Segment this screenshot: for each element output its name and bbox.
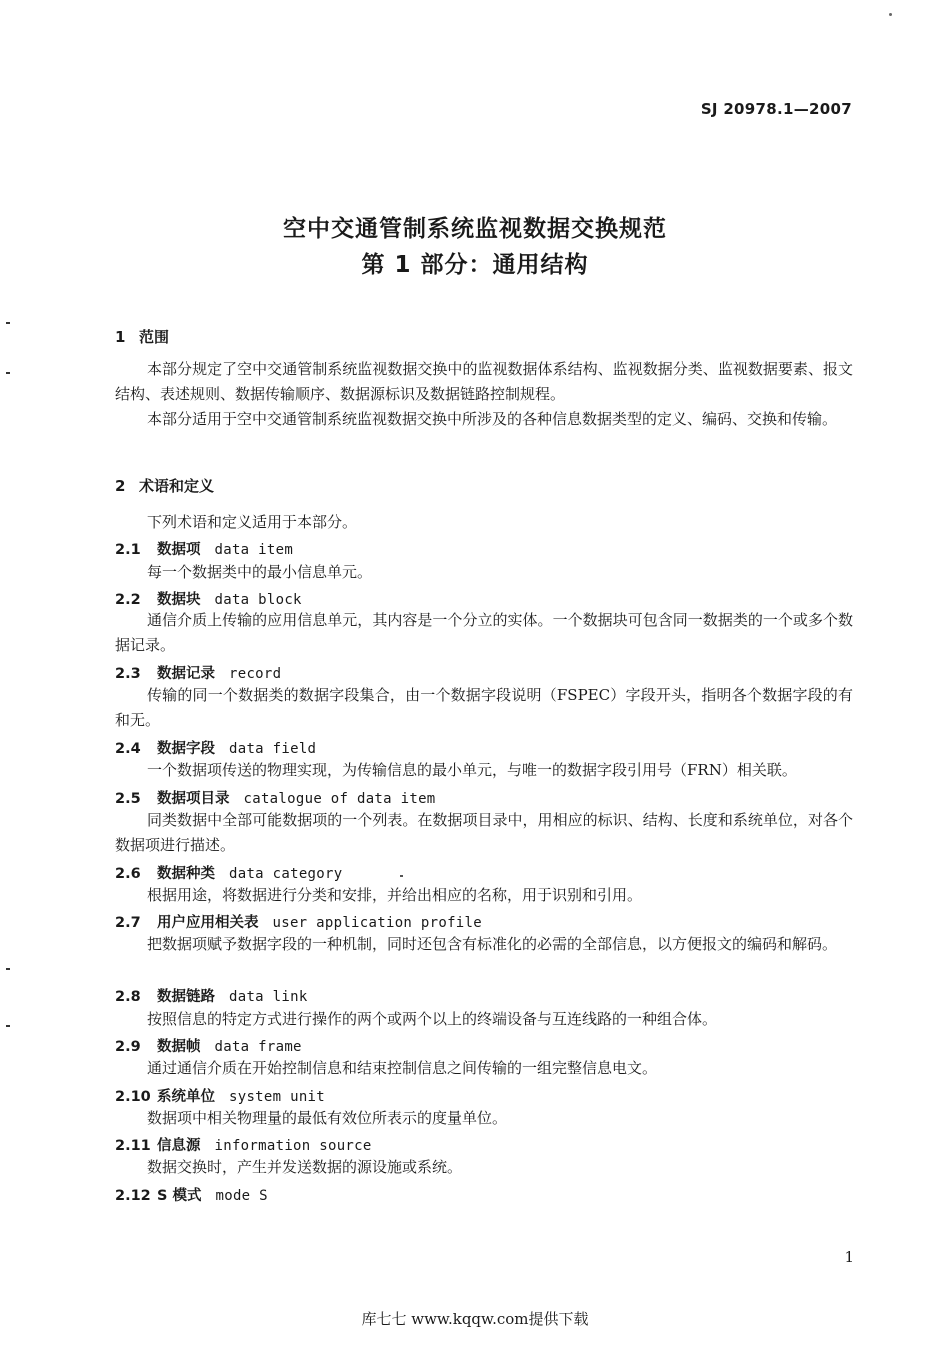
term-definition: 根据用途，将数据进行分类和安排，并给出相应的名称，用于识别和引用。 xyxy=(147,886,643,904)
section-heading-scope xyxy=(115,326,169,347)
section-title: 术语和定义 xyxy=(139,477,215,495)
term-chinese: 用户应用相关表 xyxy=(157,915,259,931)
binding-mark xyxy=(6,322,10,324)
term-heading xyxy=(115,662,281,683)
term-number: 2.4 xyxy=(115,741,141,757)
term-definition: 通过通信介质在开始控制信息和结束控制信息之间传输的一组完整信息电文。 xyxy=(147,1059,658,1077)
term-heading xyxy=(115,1035,302,1056)
term-chinese: 数据记录 xyxy=(157,666,215,682)
term-heading xyxy=(115,588,302,609)
term-number: 2.3 xyxy=(115,666,141,682)
term-number: 2.9 xyxy=(115,1039,141,1055)
term-chinese: 数据种类 xyxy=(157,866,215,882)
term-chinese: S 模式 xyxy=(157,1188,202,1204)
document-title: 空中交通管制系统监视数据交换规范 xyxy=(283,216,667,242)
term-heading xyxy=(115,1134,372,1155)
section-title: 范围 xyxy=(139,328,170,346)
term-chinese: 信息源 xyxy=(157,1138,201,1154)
paragraph: 本部分规定了空中交通管制系统监视数据交换中的监视数据体系结构、监视数据分类、监视数据要素、报文结构、表述规则、数据传输顺序、数据源标识及数据链路控制规程。 xyxy=(115,360,853,403)
term-definition: 每一个数据类中的最小信息单元。 xyxy=(147,563,373,581)
term-definition: 数据交换时，产生并发送数据的源设施或系统。 xyxy=(147,1158,463,1176)
term-number: 2.7 xyxy=(115,915,141,931)
term-heading xyxy=(115,862,342,883)
term-chinese: 系统单位 xyxy=(157,1089,215,1105)
term-definition: 同类数据中全部可能数据项的一个列表。在数据项目录中，用相应的标识、结构、长度和系统单位，对各个数据项进行描述。 xyxy=(115,811,853,854)
section-heading-terms xyxy=(115,475,214,496)
term-number: 2.2 xyxy=(115,592,141,608)
term-definition: 传输的同一个数据类的数据字段集合，由一个数据字段说明（FSPEC）字段开头，指明各个数据字段的有和无。 xyxy=(115,686,853,729)
scan-speck xyxy=(400,875,403,877)
term-english: data link xyxy=(229,989,308,1005)
binding-mark xyxy=(6,372,10,374)
binding-mark xyxy=(6,968,10,970)
term-heading xyxy=(115,1184,268,1205)
download-footer: 库七七 www.kqqw.com提供下载 xyxy=(361,1310,589,1328)
term-english: user application profile xyxy=(272,915,482,931)
term-heading xyxy=(115,1085,325,1106)
standard-code: SJ 20978.1—2007 xyxy=(700,100,852,118)
term-english: record xyxy=(229,666,282,682)
term-english: system unit xyxy=(229,1089,326,1105)
term-heading xyxy=(115,538,293,559)
term-english: information source xyxy=(214,1138,372,1154)
term-english: data field xyxy=(229,741,317,757)
term-number: 2.6 xyxy=(115,866,141,882)
term-english: data frame xyxy=(214,1039,302,1055)
term-chinese: 数据项 xyxy=(157,542,201,558)
binding-mark xyxy=(6,1025,10,1027)
page-number: 1 xyxy=(844,1248,854,1266)
term-number: 2.12 xyxy=(115,1188,151,1204)
term-chinese: 数据帧 xyxy=(157,1039,201,1055)
term-definition: 按照信息的特定方式进行操作的两个或两个以上的终端设备与互连线路的一种组合体。 xyxy=(147,1010,718,1028)
term-english: data category xyxy=(229,866,343,882)
term-english: data item xyxy=(214,542,294,558)
term-definition: 通信介质上传输的应用信息单元，其内容是一个分立的实体。一个数据块可包含同一数据类的一个或多个数据记录。 xyxy=(115,611,853,654)
term-number: 2.5 xyxy=(115,791,141,807)
term-definition: 一个数据项传送的物理实现，为传输信息的最小单元，与唯一的数据字段引用号（FRN）相关联。 xyxy=(147,761,797,779)
term-chinese: 数据项目录 xyxy=(157,791,230,807)
term-number: 2.8 xyxy=(115,989,141,1005)
section-number: 2 xyxy=(115,477,126,495)
term-number: 2.11 xyxy=(115,1138,151,1154)
term-heading xyxy=(115,737,316,758)
section-number: 1 xyxy=(115,328,126,346)
paragraph: 本部分适用于空中交通管制系统监视数据交换中所涉及的各种信息数据类型的定义、编码、交换和传输。 xyxy=(147,410,838,428)
term-definition: 数据项中相关物理量的最低有效位所表示的度量单位。 xyxy=(147,1109,508,1127)
term-definition: 把数据项赋予数据字段的一种机制，同时还包含有标准化的必需的全部信息，以方便报文的编码和解码。 xyxy=(147,935,838,953)
term-english: data block xyxy=(214,592,302,608)
term-chinese: 数据字段 xyxy=(157,741,215,757)
term-english: mode S xyxy=(215,1188,268,1204)
term-english: catalogue of data item xyxy=(243,791,436,807)
scan-speck xyxy=(889,13,892,16)
term-chinese: 数据链路 xyxy=(157,989,215,1005)
term-chinese: 数据块 xyxy=(157,592,201,608)
term-number: 2.10 xyxy=(115,1089,151,1105)
term-heading xyxy=(115,911,482,932)
paragraph: 下列术语和定义适用于本部分。 xyxy=(147,513,358,531)
term-heading xyxy=(115,985,308,1006)
term-heading xyxy=(115,787,436,808)
term-number: 2.1 xyxy=(115,542,141,558)
document-subtitle: 第 1 部分：通用结构 xyxy=(361,252,589,278)
